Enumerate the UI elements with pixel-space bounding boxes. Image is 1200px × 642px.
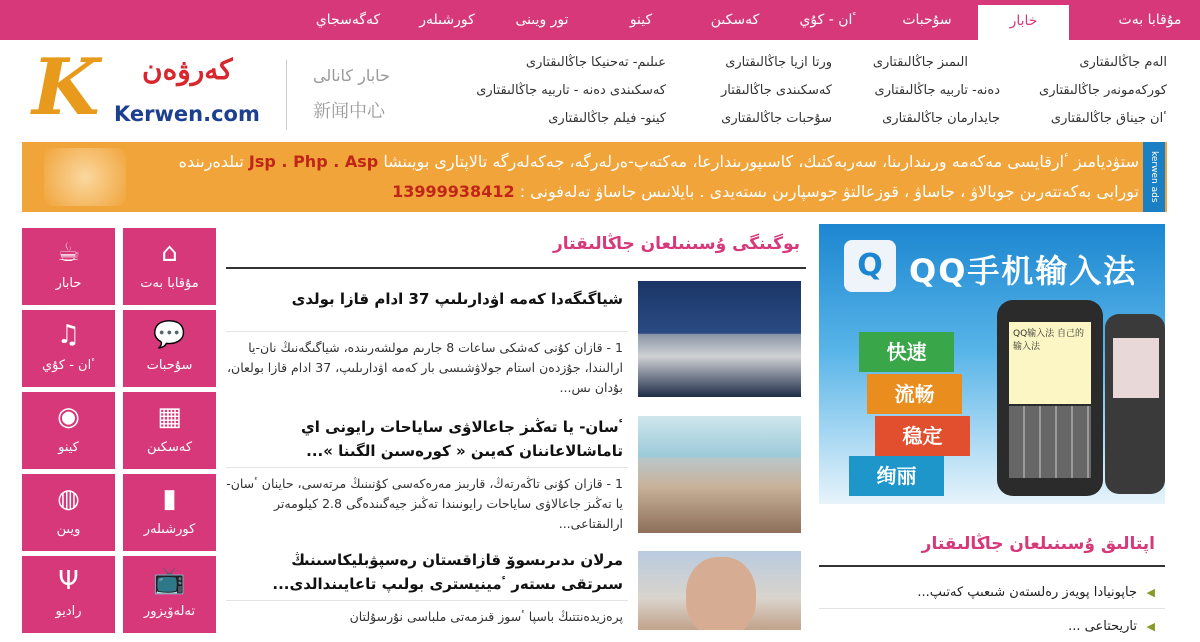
tile-radio[interactable]: Ψ راديو <box>22 556 115 633</box>
section-title: اپتالىق ۇسىنىلعان جاڭالىقتار <box>921 534 1155 554</box>
news-summary: پرەزيدەنتتىڭ باسپا ٴسوز قىزمەتى ملباسى نۇرسۇلتان <box>226 600 628 627</box>
qq-tag: 流畅 <box>867 374 962 414</box>
keyboard-key-icon: Q <box>844 240 896 292</box>
portrait <box>686 557 756 630</box>
tv-icon: 📺 <box>153 566 186 596</box>
section-title: بوگىنگى ۇسىنىلعان جاڭالىقتار <box>552 234 800 254</box>
quick-link[interactable]: كوركەمونەر جاڭالىقتارى <box>1039 83 1167 98</box>
quick-link[interactable]: جايدارمان جاڭالىقتارى <box>882 111 1000 126</box>
nav-item-talk[interactable]: سۇحبات <box>902 12 952 28</box>
logo-k-mark: K <box>32 42 88 133</box>
news-thumbnail[interactable] <box>638 281 801 397</box>
nav-item-pictures[interactable]: كەسكىن <box>710 12 760 28</box>
arrow-icon: ◀ <box>1146 586 1155 599</box>
quick-link[interactable]: سۇحبات جاڭالىقتارى <box>721 111 832 126</box>
news-title[interactable]: شياگىگەدا كەمە اۋدارىلىپ 37 ادام قازا بولدى <box>291 290 623 308</box>
qq-input-ad[interactable] <box>819 224 1165 504</box>
phone-screen <box>1113 338 1159 398</box>
globe-icon: ◍ <box>57 484 80 514</box>
news-thumbnail[interactable] <box>638 551 801 630</box>
arrow-icon: ◀ <box>1146 620 1155 633</box>
film-reel-icon: ◉ <box>57 402 80 432</box>
news-item[interactable] <box>226 548 628 627</box>
phone-screen: QQ输入法 自己的输入法 <box>1009 322 1091 404</box>
list-item[interactable] <box>819 578 1165 609</box>
news-title[interactable]: مرلان ىدىرىسوۆ قازاقستان رەسپۋبليكاسىنىڭ سىرتقى ىستەر ٴمينيسترى بولىپ تاعايىندالدى... <box>272 551 623 593</box>
quick-link[interactable]: كەسكىندى جاڭالىقتار <box>721 83 832 98</box>
image-grid-icon: ▦ <box>157 402 182 432</box>
ad-line-2: تورابى بەكەتتەرىن جوبالاۋ ، جاساۋ ، قوزعالتۋ جوسپارىن ىستەيدى . بايلانىس جاساۋ تەلەفونى : 13999938412 <box>392 182 1139 201</box>
nav-item-cinema[interactable]: كينو <box>629 12 653 28</box>
qq-ad-title: QQ手机输入法 <box>909 252 1138 290</box>
ad-side-label: kerwen ads <box>1143 142 1165 212</box>
channel-title <box>286 60 414 130</box>
news-summary: 1 - قازان كۇنى كەشكى ساعات 8 جارىم مولشەرىندە، شياگىگەنىڭ نان-يا ارالىندا، جۇزدەن استام جولاۋشىسى بار كەمە اۋدارىلىپ، 37 ادام قازا بولعان، بۇدان ىس... <box>226 331 628 398</box>
news-summary: 1 - قازان كۇنى تاڭەرتەڭ، قاربىز مەرەكەسى كۇنىنىڭ مرتەسى، حاينان ٴسان- يا تەڭىز جاعالاۋى ساياحات رايونىندا تەڭىز جيەگىندەگى 2.8 كيلومەتر ارالىقتاعى... <box>226 467 628 534</box>
ad-line-1: ستۋديامىز ٴارقايسى مەكەمە ورىندارىنا، سەربەكتىك، كاسىپورىندارعا، مەكتەپ-ەرلەرگە، جەكەلەرگە تالاپتارى بويىنشا Jsp . Php . Asp تىلدەرىندە <box>178 152 1139 171</box>
tile-games[interactable]: ◍ ويىن <box>22 474 115 551</box>
news-title[interactable]: ٴسان- يا تەڭىز جاعالاۋى ساياحات رايونى اي تاماشالاعاننان كەيىن « كورەسىن الگىنا »... <box>301 418 623 460</box>
nav-item-home[interactable]: مۇقابا بەت <box>1118 12 1182 28</box>
ad-banner[interactable] <box>22 142 1167 212</box>
nav-item-games[interactable]: تور ويىنى <box>515 12 569 28</box>
nav-item-forum[interactable]: كەگەسجاي <box>315 12 381 28</box>
nav-item-music[interactable]: ٴان - كۇي <box>799 12 857 28</box>
nav-item-news[interactable]: خابار <box>978 5 1069 40</box>
list-item-text[interactable]: تاريحتاعى ... <box>1068 619 1137 634</box>
weekly-news-header <box>819 530 1165 567</box>
quick-link[interactable]: كينو- فيلم جاڭالىقتارى <box>548 111 666 126</box>
qq-tag: 绚丽 <box>849 456 944 496</box>
bar-chart-icon: ▮ <box>162 484 177 514</box>
tile-pictures[interactable]: ▦ كەسكىن <box>123 392 216 469</box>
antenna-icon: Ψ <box>58 566 79 596</box>
tile-news[interactable]: ☕ حابار <box>22 228 115 305</box>
tile-talk[interactable]: 💬 سۇحبات <box>123 310 216 387</box>
chat-icon: 💬 <box>153 320 186 350</box>
channel-title-chinese: 新闻中心 <box>313 101 385 122</box>
cup-icon: ☕ <box>56 238 81 268</box>
quick-link[interactable]: دەنە- تاربيە جاڭالىقتارى <box>874 83 1000 98</box>
site-logo[interactable] <box>30 42 270 133</box>
ad-phone: 13999938412 <box>392 182 515 201</box>
music-icon: ♫ <box>56 320 81 350</box>
home-icon: ⌂ <box>161 238 178 268</box>
globe-graphic <box>44 148 126 206</box>
news-item[interactable] <box>226 415 628 534</box>
tile-home[interactable]: ⌂ مۇقابا بەت <box>123 228 216 305</box>
news-item[interactable] <box>226 285 628 398</box>
quick-link[interactable]: ورتا ازيا جاڭالىقتارى <box>725 55 832 70</box>
logo-domain: Kerwen.com <box>114 102 260 126</box>
top-nav <box>0 0 1200 40</box>
quick-link[interactable]: عىلىم- تەحنيكا جاڭالىقتارى <box>525 55 666 70</box>
news-thumbnail[interactable] <box>638 416 801 533</box>
quick-link[interactable]: كەسكىندى دەنە - تاربيە جاڭالىقتارى <box>476 83 666 98</box>
featured-news-header <box>226 226 806 269</box>
nav-item-displays[interactable]: كورشىلەر <box>419 12 475 28</box>
tile-displays[interactable]: ▮ كورشىلەر <box>123 474 216 551</box>
qq-tag: 稳定 <box>875 416 970 456</box>
quick-link[interactable]: الىمىز جاڭالىقتارى <box>872 55 968 70</box>
list-item[interactable] <box>819 612 1165 642</box>
tile-cinema[interactable]: ◉ كينو <box>22 392 115 469</box>
list-item-text[interactable]: جاپونيادا پويەز رەلستەن شىعىپ كەتىپ... <box>917 585 1137 600</box>
logo-uyghur-text: كەرۋەن <box>142 53 233 86</box>
ad-tech-list: Jsp . Php . Asp <box>248 152 379 171</box>
quick-link[interactable]: ٴان جيناق جاڭالىقتارى <box>1050 111 1167 126</box>
qq-tag: 快速 <box>859 332 954 372</box>
tile-tv[interactable]: 📺 تەلەۆيزور <box>123 556 216 633</box>
quick-link[interactable]: الەم جاڭالىقتارى <box>1079 55 1167 70</box>
channel-title-kazakh: حابار كانالى <box>313 66 390 85</box>
tile-music[interactable]: ♫ ٴان - كۇي <box>22 310 115 387</box>
phone-keypad <box>1009 406 1091 478</box>
